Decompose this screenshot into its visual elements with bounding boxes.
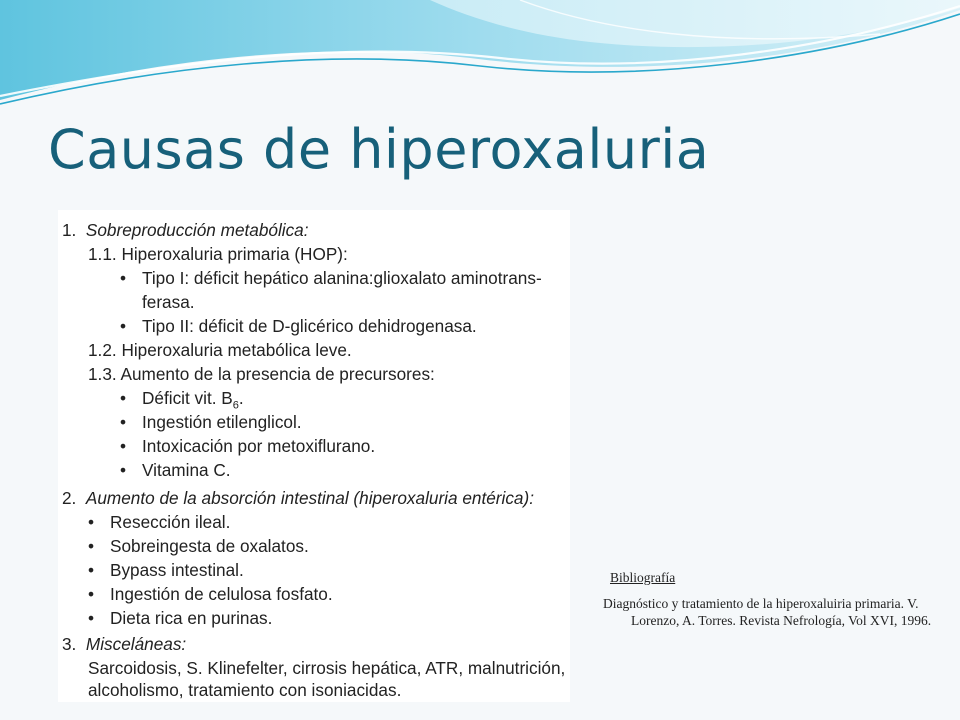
list-item	[88, 560, 244, 580]
item-1-3-a: Déficit vit. B	[142, 388, 233, 408]
list-item	[120, 460, 231, 480]
bullet-icon: •	[120, 388, 127, 408]
slide-title: Causas de hiperoxaluria	[48, 118, 710, 181]
item-2-c: Bypass intestinal.	[110, 560, 244, 580]
bullet-icon: •	[120, 412, 127, 432]
item-1-3-d: Vitamina C.	[142, 460, 231, 480]
item-1-3-b: Ingestión etilenglicol.	[142, 412, 302, 432]
list-item	[120, 316, 477, 336]
item-1-2: 1.2. Hiperoxaluria metabólica leve.	[88, 340, 352, 360]
section-1-heading	[62, 220, 309, 240]
list-item	[120, 436, 375, 456]
section-1-number: 1.	[62, 220, 77, 240]
item-1-3-a-end: .	[238, 388, 244, 408]
section-2-heading	[62, 488, 534, 508]
list-item	[88, 512, 230, 532]
item-1-1: 1.1. Hiperoxaluria primaria (HOP):	[88, 244, 348, 264]
item-1-1-a-continuation: ferasa.	[142, 292, 195, 312]
bullet-icon: •	[120, 436, 127, 456]
item-2-d: Ingestión de celulosa fosfato.	[110, 584, 333, 604]
item-2-a: Resección ileal.	[110, 512, 231, 532]
bullet-icon: •	[120, 460, 127, 480]
section-3-number: 3.	[62, 634, 77, 654]
bullet-icon: •	[120, 316, 127, 336]
section-3-line-2: alcoholismo, tratamiento con isoniacidas.	[88, 680, 402, 700]
section-1-title: Sobreproducción metabólica:	[85, 220, 309, 240]
causes-list-image	[58, 210, 570, 702]
item-1-3-c: Intoxicación por metoxiflurano.	[142, 436, 376, 456]
item-2-b: Sobreingesta de oxalatos.	[110, 536, 309, 556]
item-1-3: 1.3. Aumento de la presencia de precursores:	[88, 364, 435, 384]
bullet-icon: •	[88, 608, 95, 628]
item-1-1-a: Tipo I: déficit hepático alanina:glioxalato aminotrans-	[142, 268, 542, 288]
item-2-e: Dieta rica en purinas.	[110, 608, 273, 628]
section-3-heading	[62, 634, 186, 654]
bibliography-citation: Diagnóstico y tratamiento de la hiperoxaluiria primaria. V. Lorenzo, A. Torres. Revista Nefrología, Vol XVI, 1996.	[603, 596, 932, 628]
bullet-icon: •	[88, 584, 95, 604]
section-2-title: Aumento de la absorción intestinal (hiperoxaluria entérica):	[85, 488, 534, 508]
section-3-title: Misceláneas:	[85, 634, 187, 654]
bullet-icon: •	[120, 268, 127, 288]
list-item	[120, 412, 302, 432]
section-3-line-1: Sarcoidosis, S. Klinefelter, cirrosis hepática, ATR, malnutrición,	[88, 658, 566, 678]
bullet-icon: •	[88, 560, 95, 580]
list-item	[88, 584, 333, 604]
bibliography-heading: Bibliografía	[610, 570, 676, 585]
bullet-icon: •	[88, 536, 95, 556]
section-2-number: 2.	[62, 488, 77, 508]
bullet-icon: •	[88, 512, 95, 532]
list-item	[88, 608, 272, 628]
item-1-1-b: Tipo II: déficit de D-glicérico dehidrogenasa.	[142, 316, 477, 336]
list-item	[88, 536, 309, 556]
list-item	[120, 268, 542, 288]
item-1-3-a-subscript: 6	[232, 399, 239, 412]
